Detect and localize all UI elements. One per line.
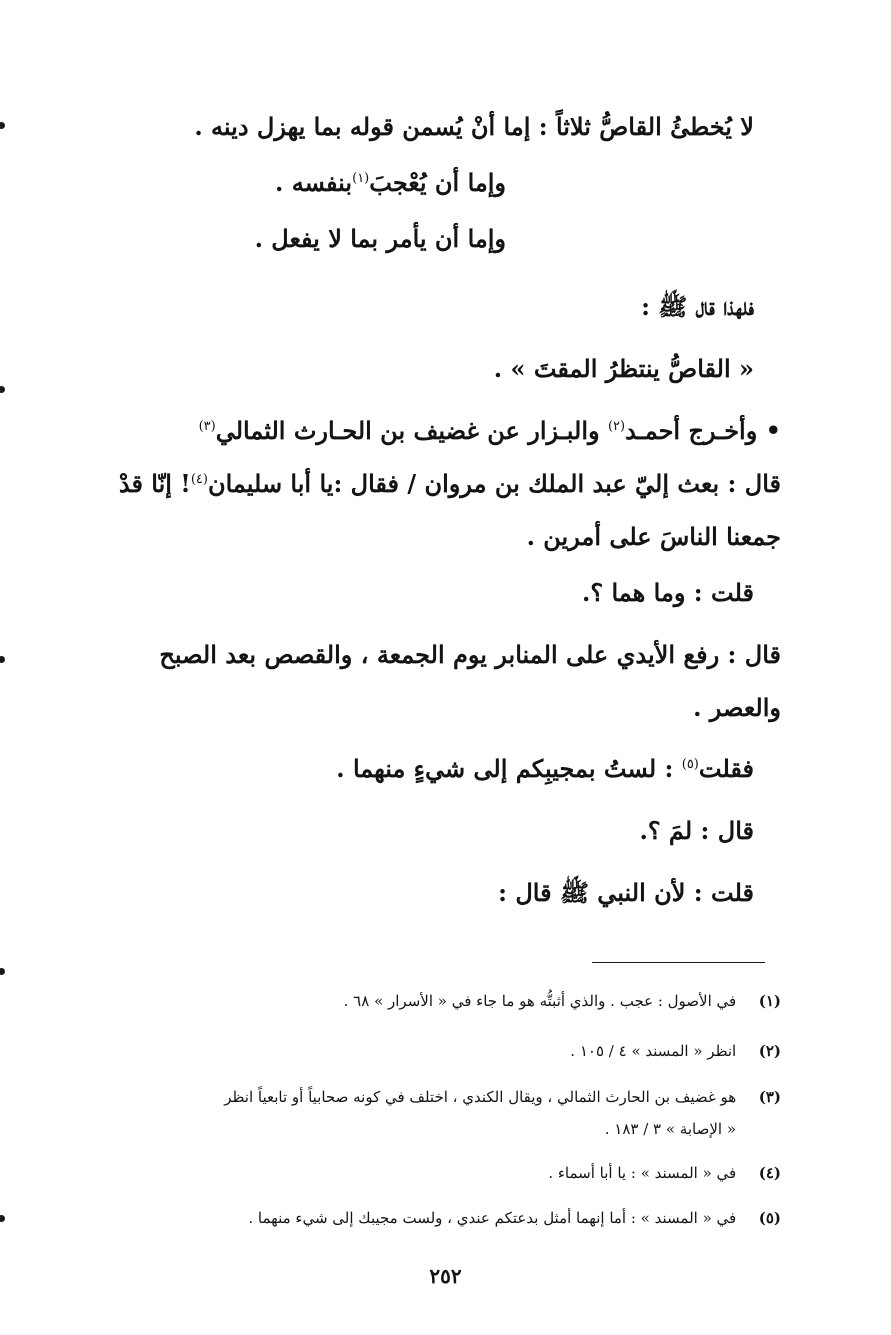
page-number: ٢٥٢ — [429, 1264, 462, 1288]
footnote-4 — [548, 1160, 781, 1186]
footnote-3-continuation: « الإصابة » ٣ / ١٨٣ . — [604, 1120, 736, 1138]
footnote-text: انظر « المسند » ٤ / ١٠٥ . — [570, 1042, 737, 1060]
quoted-hadith: « القاصُّ ينتظرُ المقتَ » . — [493, 354, 754, 383]
footnote-5 — [248, 1205, 781, 1231]
body-line-2: وإما أن يُعْجبَ$^{(١)}$بنفسه . — [275, 168, 506, 197]
footnote-separator — [592, 962, 765, 963]
margin-mark — [0, 656, 5, 663]
footnote-number: (٢) — [758, 1042, 781, 1060]
margin-mark — [0, 968, 5, 975]
footnote-text: في « المسند » : أما إنهما أمثل بدعتكم عندي ، ولست مجيبك إلى شيء منهما . — [248, 1209, 737, 1227]
footnote-number: (٣) — [758, 1088, 781, 1106]
body-line-9: قلت : وما هما ؟. — [582, 578, 754, 607]
body-line-3: وإما أن يأمر بما لا يفعل . — [254, 224, 506, 253]
body-line-14: قلت : لأن النبي ﷺ قال : — [498, 878, 754, 907]
footnote-text: في « المسند » : يا أبا أسماء . — [548, 1164, 737, 1182]
footnote-number: (٥) — [758, 1209, 781, 1227]
footnote-number: (١) — [758, 992, 781, 1010]
body-line-1: لا يُخطئُ القاصُّ ثلاثاً : إما أنْ يُسمن قوله بما يهزل دينه . — [194, 112, 754, 141]
footnote-ref-1[interactable]: (١) — [352, 171, 370, 186]
body-line-6: • وأخـرج أحمـد$^{(٢)}$ والبـزار عن غضيف بن الحـارث الثمالي$^{(٣)}$ — [198, 416, 781, 445]
footnote-1 — [344, 988, 781, 1014]
footnote-text: في الأصول : عجب . والذي أثبتُّه هو ما جاء في « الأسرار » ٦٨ . — [343, 992, 737, 1010]
body-line-12: فقلت$^{(٥)}$ : لستُ بمجيبِكم إلى شيءٍ منهما . — [336, 754, 754, 783]
footnote-3 — [224, 1084, 781, 1110]
footnote-number: (٤) — [758, 1164, 781, 1182]
body-line-11: والعصر . — [693, 693, 781, 722]
body-line-7: قال : بعث إليّ عبد الملك بن مروان / فقال :يا أبا سليمان$^{(٤)}$! إنّا قدْ — [118, 469, 781, 498]
footnote-ref-5[interactable]: (٥) — [681, 757, 699, 772]
footnote-2 — [570, 1038, 781, 1064]
body-line-10: قال : رفع الأيدي على المنابر يوم الجمعة ، والقصص بعد الصبح — [159, 640, 781, 669]
footnote-ref-3[interactable]: (٣) — [198, 419, 216, 434]
footnote-text: هو غضيف بن الحارث الثمالي ، ويقال الكندي ، اختلف في كونه صحابياً أو تابعياً انظر — [224, 1088, 737, 1106]
body-line-4: فلهذا قال ﷺ : — [641, 292, 754, 321]
margin-mark — [0, 386, 5, 393]
footnote-ref-4[interactable]: (٤) — [190, 472, 208, 487]
body-line-8: جمعنا الناسَ على أمرين . — [526, 522, 781, 551]
body-line-13: قال : لمَ ؟. — [639, 816, 754, 845]
margin-mark — [0, 122, 5, 129]
margin-mark — [0, 1215, 5, 1222]
footnote-ref-2[interactable]: (٢) — [607, 419, 626, 434]
